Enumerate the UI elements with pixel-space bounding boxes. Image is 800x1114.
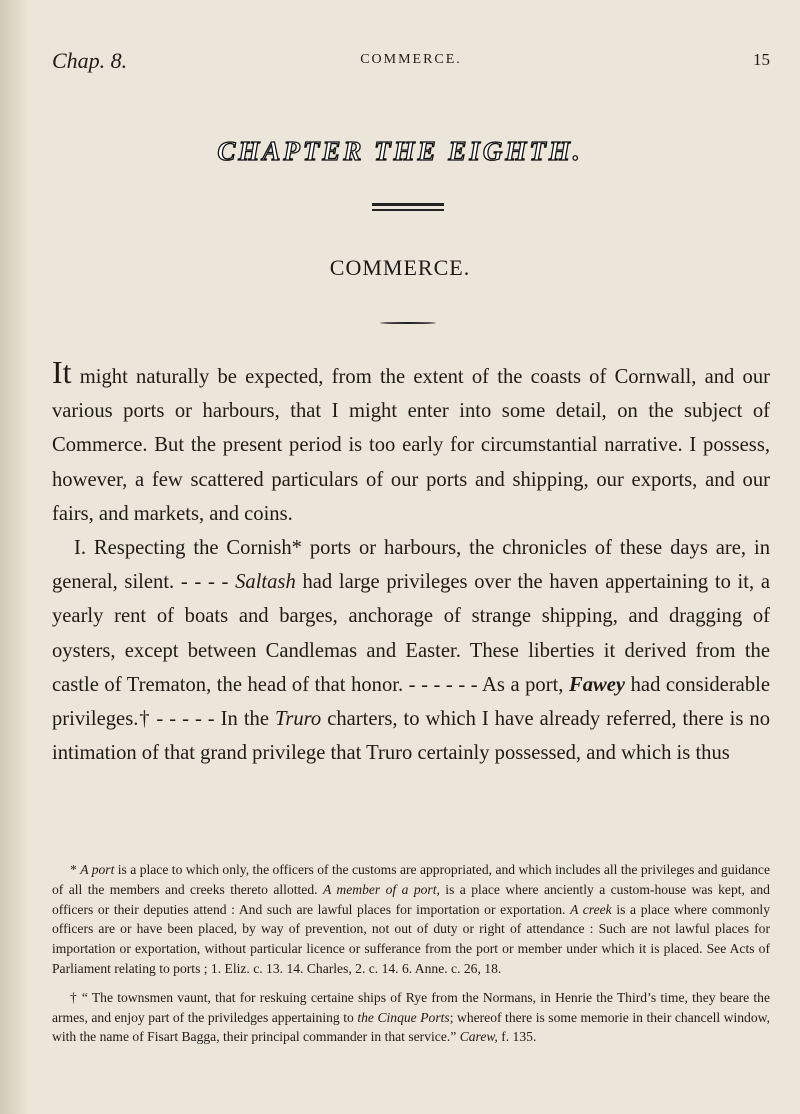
paragraph-2-text-c: had considerable privileges.† - - - - - In the (52, 673, 770, 731)
footnote-1-text-c: is a place where commonly officers are or have been placed, by way of prevention, not out of duty or right of attendance : Such are not lawful places for importation or exportation, without particular licence or sufferance from the port or member under which it is placed. See Acts of Parliament relating to ports ; 1. Eliz. c. 13. 14. Charles, 2. c. 14. 6. Anne. c. 26, 18. (52, 901, 770, 976)
footnotes (52, 860, 770, 1056)
term-port: A port (80, 862, 115, 877)
place-saltash: Saltash (235, 571, 296, 594)
footnote-2-text-c: f. 135. (497, 1029, 537, 1045)
title-rule-thin (372, 209, 444, 211)
page-edge-stain (0, 0, 30, 1114)
footnote-1-text-a: is a place to which only, the officers of the customs are appropriated, and which includes all the privileges and guidance of all the members and creeks thereto allotted. (52, 862, 770, 897)
footnote-2-text-b: ; whereof there is some memorie in their chancell window, with the name of Fisart Bagga, their principal commander in that service.” (52, 1009, 770, 1045)
footnote-1 (52, 860, 770, 979)
running-title: COMMERCE. (360, 52, 462, 67)
chapter-subtitle: COMMERCE. (329, 255, 471, 280)
footnote-2-text-a: † “ The townsmen vaunt, that for reskuing certaine ships of Rye from the Normans, in Henrie the Third’s time, they beare the armes, and enjoy part of the priviledges appertaining to (52, 989, 770, 1025)
footnote-1-marker: * (70, 862, 81, 877)
paragraph-1-text: might naturally be expected, from the extent of the coasts of Cornwall, and our various ports or harbours, that I might enter into some detail, on the subject of Commerce. But the present period is too early for circumstantial narrative. I possess, however, a few scattered particulars of our ports and shipping, our exports, and our fairs, and markets, and coins. (52, 366, 770, 525)
term-creek: A creek (570, 901, 612, 917)
place-fawey: Fawey (569, 673, 626, 696)
title-rule-thick (372, 203, 444, 206)
body-text (52, 354, 770, 770)
paragraph-1 (52, 354, 770, 531)
footnote-1-text-b: is a place where anciently a custom-house was kept, and officers or their deputies attend : And such are lawful places for importation or exportation. (52, 881, 770, 917)
paragraph-2-text-a: I. Respecting the Cornish* ports or harbours, the chronicles of these days are, in general, silent. - - - - (52, 537, 770, 594)
place-truro: Truro (275, 708, 322, 731)
chapter-reference: Chap. 8. (52, 48, 128, 73)
subtitle-rule (380, 322, 436, 324)
page-number: 15 (753, 50, 770, 69)
term-cinque-ports: the Cinque Ports (357, 1009, 450, 1025)
running-header (52, 48, 770, 78)
paragraph-2-text-b: had large privileges over the haven appertaining to it, a yearly rent of boats and barges, anchorage of strange shipping, and dragging of oysters, except between Candlemas and Easter. These liberties it derived from the castle of Trematon, the head of that honor. - - - - - - As a port, (52, 571, 770, 696)
term-member: A member of a port, (322, 881, 440, 897)
paragraph-2 (52, 531, 770, 770)
initial-word: It (52, 354, 72, 390)
citation-carew: Carew, (459, 1029, 498, 1045)
paragraph-2-text-d: charters, to which I have already referred, there is no intimation of that grand privilege that Truro certainly possessed, and which is thus (52, 708, 770, 765)
footnote-2 (52, 988, 770, 1047)
chapter-title: CHAPTER THE EIGHTH. (217, 136, 583, 166)
